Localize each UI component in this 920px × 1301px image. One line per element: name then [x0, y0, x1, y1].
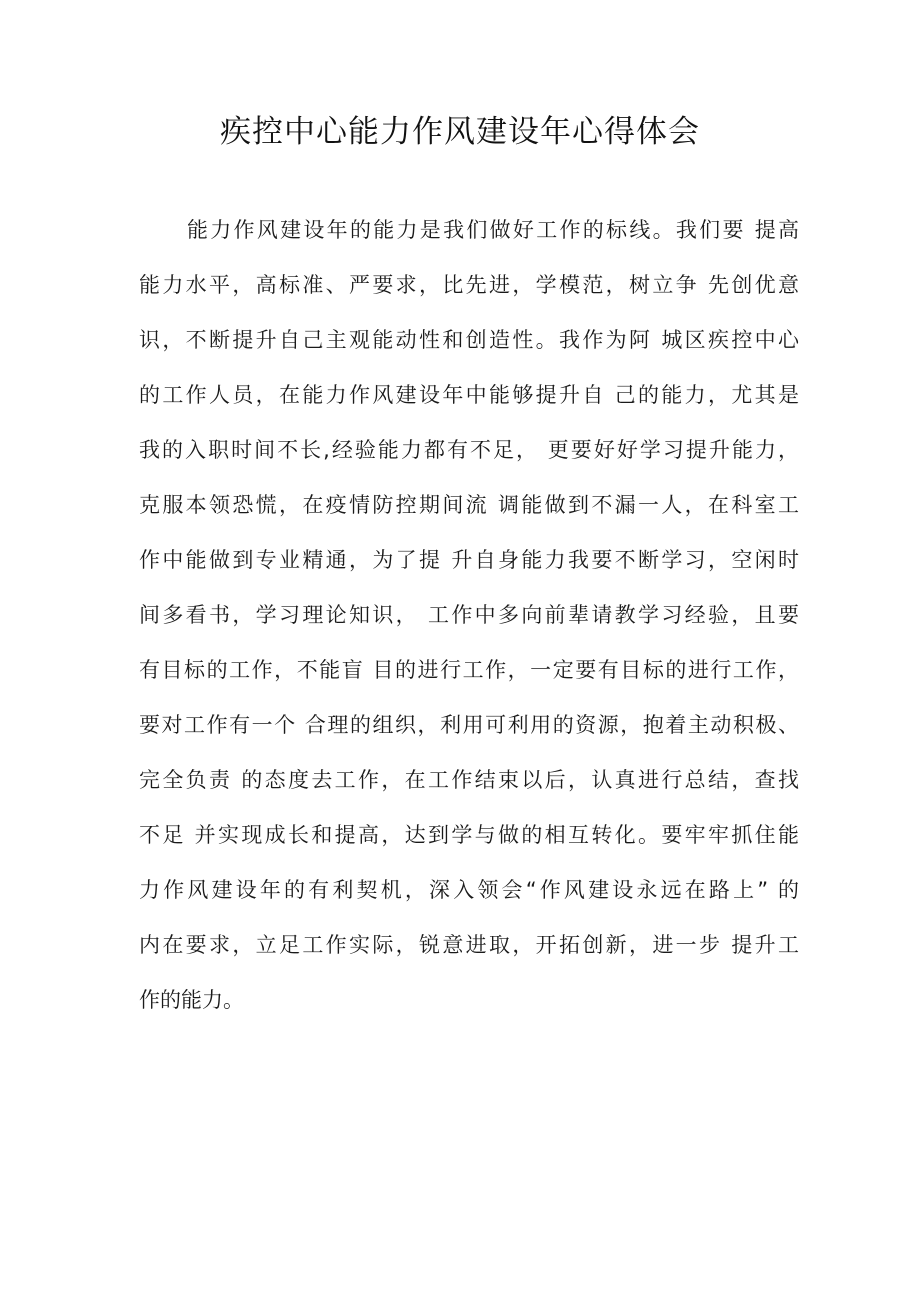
paragraph-line: 克服本领恐慌，在疫情防控期间流 调能做到不漏一人，在科室工	[139, 493, 799, 517]
document-title: 疾控中心能力作风建设年心得体会	[220, 114, 700, 150]
paragraph-line: 有目标的工作，不能盲 目的进行工作，一定要有目标的进行工作，	[139, 658, 799, 682]
paragraph-line: 我的入职时间不长,经验能力都有不足， 更要好好学习提升能力，	[139, 438, 799, 462]
paragraph-line: 完全负责 的态度去工作，在工作结束以后，认真进行总结，查找	[139, 768, 799, 792]
paragraph-line: 内在要求，立足工作实际，锐意进取，开拓创新，进一步 提升工	[139, 933, 799, 957]
paragraph-line: 不足 并实现成长和提高，达到学与做的相互转化。要牢牢抓住能	[139, 823, 799, 847]
paragraph-line: 能力水平，高标准、严要求，比先进，学模范，树立争 先创优意	[139, 273, 799, 297]
paragraph-line: 作中能做到专业精通，为了提 升自身能力我要不断学习，空闲时	[139, 548, 799, 572]
paragraph-line: 力作风建设年的有利契机，深入领会“作风建设永远在路上” 的	[139, 878, 799, 902]
paragraph-line: 间多看书，学习理论知识， 工作中多向前辈请教学习经验，且要	[139, 603, 799, 627]
paragraph-line: 作的能力。	[139, 988, 244, 1012]
paragraph-line: 能力作风建设年的能力是我们做好工作的标线。我们要 提高	[187, 218, 799, 242]
paragraph-line: 识，不断提升自己主观能动性和创造性。我作为阿 城区疾控中心	[139, 328, 799, 352]
paragraph-line: 的工作人员，在能力作风建设年中能够提升自 己的能力，尤其是	[139, 383, 799, 407]
body-paragraph	[139, 208, 799, 1033]
paragraph-line: 要对工作有一个 合理的组织，利用可利用的资源，抱着主动积极、	[139, 713, 799, 737]
